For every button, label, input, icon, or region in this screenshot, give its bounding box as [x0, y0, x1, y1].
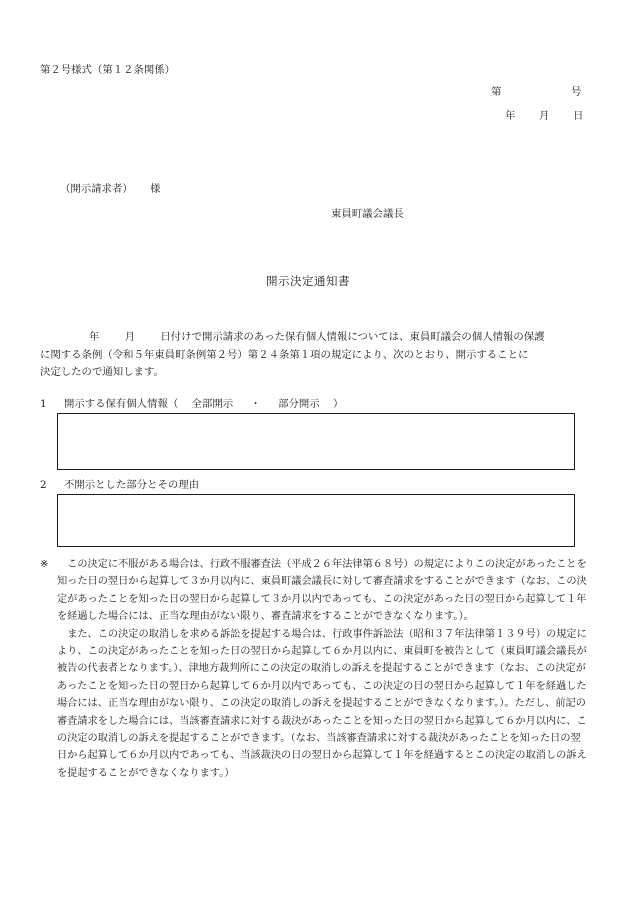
disclosed-info-box[interactable]	[57, 413, 575, 470]
document-number	[491, 85, 582, 99]
intro-paragraph	[40, 329, 586, 382]
section-2-heading	[40, 478, 199, 492]
section-2-label: 不開示とした部分とその理由	[63, 479, 200, 491]
recipient-line	[60, 182, 160, 196]
option-separator: ・	[250, 398, 261, 410]
honorific: 様	[150, 183, 161, 195]
note-paragraph-1	[40, 556, 590, 626]
section-1-close: ）	[333, 398, 344, 410]
non-disclosure-box[interactable]	[57, 494, 575, 547]
intro-line-2: に関する条例（令和５年東員町条例第２号）第２４条第１項の規定により、次のとおり、開示することに	[40, 348, 529, 361]
section-2-number: 2	[40, 479, 47, 491]
form-number: 第２号様式（第１２条関係）	[40, 64, 176, 76]
date-day: 日	[573, 110, 584, 122]
section-1-label: 開示する保有個人情報（	[63, 398, 179, 410]
note-2-text: また、この決定の取消しを求める訴訟を提起する場合は、行政事件訴訟法（昭和３７年法律第１３９号）の規定により、この決定があったことを知った日の翌日から起算して６か月以内に、東員町を被告として（東員町議会議長が被告の代表者となります。）、津地方裁判所にこの決定の取消しの訴えを提起することができます（なお、この決定があったことを知った日の翌日から起算して６か月以内であっても、この決定の日の翌日から起算して１年を経過した場合には、正当な理由がない限り、この決定の取消しの訴えを提起することができなくなります。）。ただし、前記の審査請求をした場合には、当該審査請求に対する裁決があったことを知った日の翌日から起算して６か月以内に、この決定の取消しの訴えを提起することができます。（なお、当該審査請求に対する裁決があったことを知った日の翌日から起算して６か月以内であっても、当該裁決の日の翌日から起算して１年を経過するとこの決定の取消しの訴えを提起することができなくなります。）	[57, 628, 587, 779]
note-mark: ※	[40, 559, 49, 570]
date-year: 年	[505, 110, 516, 122]
page-title: 開示決定通知書	[266, 274, 350, 288]
section-1-heading	[40, 397, 343, 411]
option-partial-disclosure: 部分開示	[278, 398, 320, 410]
doc-number-suffix: 号	[571, 86, 582, 98]
sender: 東員町議会議長	[331, 208, 404, 220]
recipient: （開示請求者）	[60, 183, 133, 195]
option-all-disclosure: 全部開示	[191, 398, 234, 410]
intro-month-label: 月	[124, 331, 136, 343]
intro-line-1-rest: 日付けで開示請求のあった保有個人情報については、東員町議会の個人情報の保護	[160, 331, 545, 343]
intro-line-1	[40, 329, 586, 347]
intro-line-3: 決定したので通知します。	[40, 366, 164, 378]
intro-year-label: 年	[89, 331, 100, 343]
note-paragraph-2	[40, 626, 590, 783]
appeal-notes	[40, 556, 590, 782]
note-1-text: この決定に不服がある場合は、行政不服審査法（平成２６年法律第６８号）の規定によりこの決定があったことを知った日の翌日から起算して３か月以内に、東員町議会議長に対して審査請求をすることができます（なお、この決定があったことを知った日の翌日から起算して３か月以内であっても、この決定があった日の翌日から起算して１年を経過した場合には、正当な理由がない限り、審査請求をすることができなくなります。）。	[57, 559, 587, 623]
doc-number-prefix: 第	[491, 86, 502, 98]
date-month: 月	[539, 110, 550, 122]
section-1-number: 1	[40, 398, 47, 410]
